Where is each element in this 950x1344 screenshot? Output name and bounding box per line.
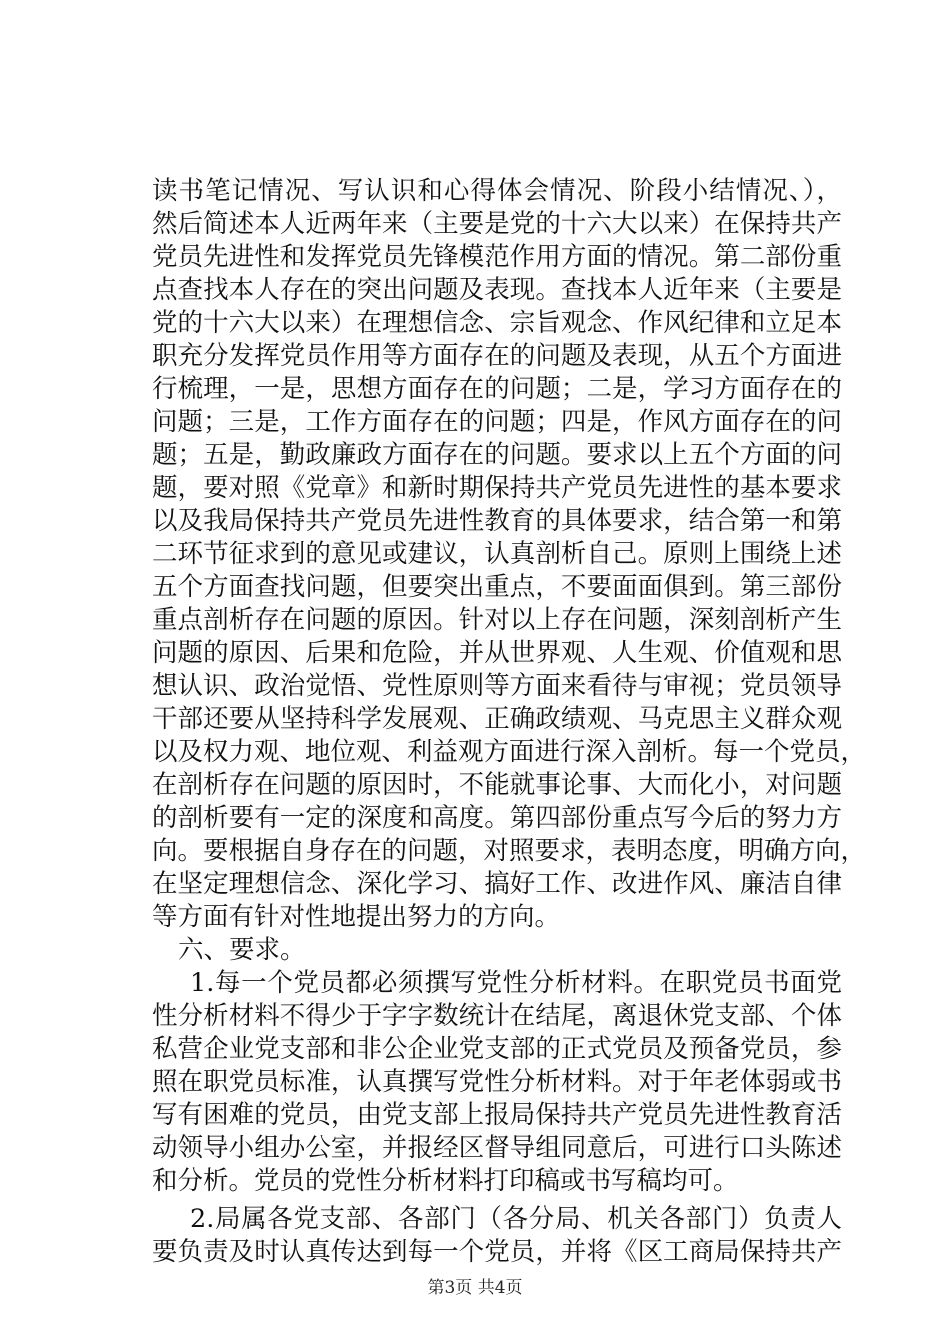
body-line: 动领导小组办公室，并报经区督导组同意后，可进行口头陈述 bbox=[152, 1133, 842, 1163]
body-line: 向。要根据自身存在的问题，对照要求，表明态度，明确方向， bbox=[152, 836, 867, 866]
body-line: 照在职党员标准，认真撰写党性分析材料。对于年老体弱或书 bbox=[152, 1067, 842, 1097]
body-line: 点查找本人存在的突出问题及表现。查找本人近年来（主要是 bbox=[152, 275, 842, 305]
body-line: 五个方面查找问题，但要突出重点，不要面面俱到。第三部份 bbox=[152, 572, 842, 602]
body-line: 问题；三是，工作方面存在的问题；四是，作风方面存在的问 bbox=[152, 407, 842, 437]
body-line: 私营企业党支部和非公企业党支部的正式党员及预备党员，参 bbox=[152, 1034, 842, 1064]
body-line: 读书笔记情况、写认识和心得体会情况、阶段小结情况、）， bbox=[152, 176, 842, 206]
body-line: 职充分发挥党员作用等方面存在的问题及表现，从五个方面进 bbox=[152, 341, 842, 371]
body-line: 干部还要从坚持科学发展观、正确政绩观、马克思主义群众观 bbox=[152, 704, 842, 734]
body-line: 想认识、政治觉悟、党性原则等方面来看待与审视；党员领导 bbox=[152, 671, 842, 701]
body-line: 以及权力观、地位观、利益观方面进行深入剖析。每一个党员， bbox=[152, 737, 867, 767]
body-line: 在坚定理想信念、深化学习、搞好工作、改进作风、廉洁自律 bbox=[152, 869, 842, 899]
page-footer: 第3页 共4页 bbox=[427, 1278, 523, 1298]
body-line: 党员先进性和发挥党员先锋模范作用方面的情况。第二部份重 bbox=[152, 242, 842, 272]
body-line: 要负责及时认真传达到每一个党员，并将《区工商局保持共产 bbox=[152, 1237, 842, 1267]
body-line: 行梳理，一是，思想方面存在的问题；二是，学习方面存在的 bbox=[152, 374, 842, 404]
body-line: 重点剖析存在问题的原因。针对以上存在问题，深刻剖析产生 bbox=[152, 605, 842, 635]
body-line: 然后简述本人近两年来（主要是党的十六大以来）在保持共产 bbox=[152, 209, 842, 239]
body-line: 问题的原因、后果和危险，并从世界观、人生观、价值观和思 bbox=[152, 638, 842, 668]
body-line: 等方面有针对性地提出努力的方向。 bbox=[152, 902, 561, 932]
body-line: 在剖析存在问题的原因时，不能就事论事、大而化小，对问题 bbox=[152, 770, 842, 800]
body-line: 题；五是，勤政廉政方面存在的问题。要求以上五个方面的问 bbox=[152, 440, 842, 470]
body-line: 1.每一个党员都必须撰写党性分析材料。在职党员书面党 bbox=[190, 968, 842, 998]
body-line: 二环节征求到的意见或建议，认真剖析自己。原则上围绕上述 bbox=[152, 539, 842, 569]
body-line: 2.局属各党支部、各部门（各分局、机关各部门）负责人 bbox=[190, 1204, 842, 1234]
body-line: 性分析材料不得少于字字数统计在结尾，离退休党支部、个体 bbox=[152, 1001, 842, 1031]
body-line: 党的十六大以来）在理想信念、宗旨观念、作风纪律和立足本 bbox=[152, 308, 842, 338]
body-line: 和分析。党员的党性分析材料打印稿或书写稿均可。 bbox=[152, 1166, 739, 1196]
body-line: 的剖析要有一定的深度和高度。第四部份重点写今后的努力方 bbox=[152, 803, 842, 833]
body-line: 写有困难的党员，由党支部上报局保持共产党员先进性教育活 bbox=[152, 1100, 842, 1130]
body-line: 以及我局保持共产党员先进性教育的具体要求，结合第一和第 bbox=[152, 506, 842, 536]
section-heading: 六、要求。 bbox=[178, 935, 306, 965]
body-line: 题，要对照《党章》和新时期保持共产党员先进性的基本要求 bbox=[152, 473, 842, 503]
